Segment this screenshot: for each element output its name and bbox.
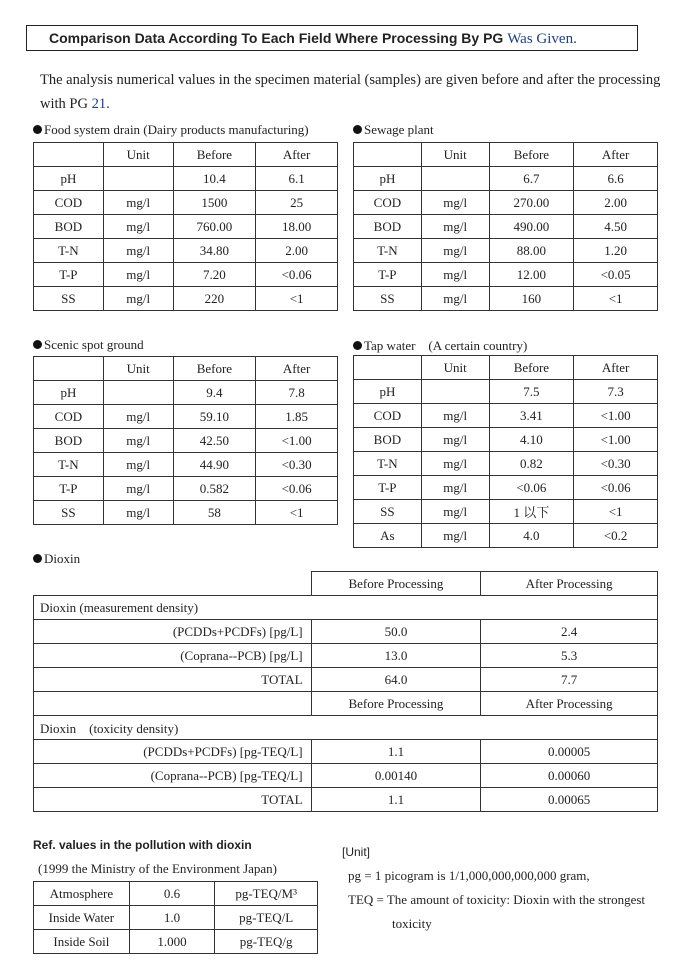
unit-teq-note-cont: toxicity (392, 916, 432, 931)
cell: mg/l (103, 215, 173, 239)
table-row (34, 167, 338, 191)
cell: <0.06 (489, 476, 574, 500)
cell: 18.00 (256, 215, 338, 239)
document-title (26, 25, 638, 51)
cell: TOTAL (34, 668, 312, 692)
heading-text: Sewage plant (364, 122, 434, 137)
table-row (354, 215, 658, 239)
cell: <1 (256, 287, 338, 311)
cell: <0.30 (574, 452, 658, 476)
heading-text: Dioxin (44, 551, 81, 566)
header-cell: Before (489, 143, 574, 167)
cell: mg/l (421, 215, 489, 239)
cell: 1.000 (129, 930, 215, 954)
cell: 34.80 (173, 239, 256, 263)
cell: pH (354, 167, 422, 191)
table-row (34, 930, 318, 954)
cell: 44.90 (173, 453, 256, 477)
table-row (34, 740, 658, 764)
cell: 13.0 (311, 644, 481, 668)
table-row (354, 476, 658, 500)
title-main: Comparison Data According To Each Field Where Processing By PG (49, 30, 504, 46)
unit-notes (342, 840, 687, 936)
intro-text: The analysis numerical values in the specimen material (samples) are given before and after the processing with PG (40, 72, 661, 112)
cell: mg/l (421, 191, 489, 215)
table-header-row (34, 357, 338, 381)
table-row (354, 167, 658, 191)
cell: <1.00 (574, 404, 658, 428)
table-row (354, 500, 658, 524)
cell: 0.00005 (481, 740, 658, 764)
cell: 4.10 (489, 428, 574, 452)
cell: mg/l (421, 476, 489, 500)
cell: T-P (354, 476, 422, 500)
cell: mg/l (103, 429, 173, 453)
table-header-row (34, 143, 338, 167)
section-heading-food-drain (33, 122, 309, 138)
measurement-label: Dioxin (measurement density) (34, 596, 658, 620)
section-heading-dioxin (33, 551, 80, 567)
cell: T-P (354, 263, 422, 287)
header-cell: Before (489, 356, 574, 380)
header-cell: After (256, 143, 338, 167)
cell: mg/l (103, 263, 173, 287)
header-cell: After Processing (481, 572, 658, 596)
cell: Inside Water (34, 906, 130, 930)
table-row (354, 380, 658, 404)
cell: 2.00 (256, 239, 338, 263)
group-label-row (34, 596, 658, 620)
header-cell: After (574, 356, 658, 380)
cell: Inside Soil (34, 930, 130, 954)
cell: 160 (489, 287, 574, 311)
cell: (PCDDs+PCDFs) [pg-TEQ/L] (34, 740, 312, 764)
cell: mg/l (103, 405, 173, 429)
cell: pg-TEQ/M³ (215, 882, 318, 906)
cell: <0.30 (256, 453, 338, 477)
cell: <1.00 (574, 428, 658, 452)
table-row (354, 263, 658, 287)
header-cell: After Processing (481, 692, 658, 716)
cell: 0.6 (129, 882, 215, 906)
cell: pH (34, 381, 104, 405)
unit-pg-note: pg = 1 picogram is 1/1,000,000,000,000 gram, (348, 868, 590, 883)
header-cell: Before (173, 357, 256, 381)
table-food-drain (33, 142, 338, 311)
bullet-icon (33, 554, 42, 563)
table-row (354, 452, 658, 476)
header-cell (34, 357, 104, 381)
cell: <1 (574, 287, 658, 311)
cell: mg/l (103, 191, 173, 215)
table-sewage-plant (353, 142, 658, 311)
cell: 1.20 (574, 239, 658, 263)
cell: 1.85 (256, 405, 338, 429)
header-cell: Before (173, 143, 256, 167)
table-row (34, 239, 338, 263)
cell: 5.3 (481, 644, 658, 668)
table-row (34, 191, 338, 215)
cell: 25 (256, 191, 338, 215)
cell: T-N (354, 452, 422, 476)
cell: 760.00 (173, 215, 256, 239)
bullet-icon (33, 340, 42, 349)
header-cell: Unit (421, 356, 489, 380)
cell: pg-TEQ/g (215, 930, 318, 954)
cell: 2.00 (574, 191, 658, 215)
cell: 3.41 (489, 404, 574, 428)
table-row (354, 404, 658, 428)
table-row (34, 263, 338, 287)
cell (421, 167, 489, 191)
cell: mg/l (421, 500, 489, 524)
cell: 6.1 (256, 167, 338, 191)
table-row (34, 501, 338, 525)
cell: 7.8 (256, 381, 338, 405)
heading-text: Scenic spot ground (44, 337, 144, 352)
cell: 12.00 (489, 263, 574, 287)
cell: <1 (574, 500, 658, 524)
cell: 7.5 (489, 380, 574, 404)
header-cell-empty (34, 572, 312, 596)
header-cell: After (256, 357, 338, 381)
cell: As (354, 524, 422, 548)
cell: <1 (256, 501, 338, 525)
table-row (34, 620, 658, 644)
cell: mg/l (421, 428, 489, 452)
section-heading-scenic-spot (33, 337, 144, 353)
cell: 0.00060 (481, 764, 658, 788)
cell: 6.7 (489, 167, 574, 191)
cell: 1.1 (311, 788, 481, 812)
cell: 7.3 (574, 380, 658, 404)
heading-text: Tap water (A certain country) (364, 338, 528, 353)
cell: SS (34, 501, 104, 525)
header-cell: After (574, 143, 658, 167)
group-label-row (34, 716, 658, 740)
cell: 6.6 (574, 167, 658, 191)
cell: T-N (34, 239, 104, 263)
cell: 59.10 (173, 405, 256, 429)
cell: 4.0 (489, 524, 574, 548)
cell (103, 167, 173, 191)
cell: 0.00140 (311, 764, 481, 788)
table-row (354, 239, 658, 263)
cell: 64.0 (311, 668, 481, 692)
table-row (34, 764, 658, 788)
cell: TOTAL (34, 788, 312, 812)
table-row (34, 668, 658, 692)
cell: SS (34, 287, 104, 311)
cell: (PCDDs+PCDFs) [pg/L] (34, 620, 312, 644)
cell: 1500 (173, 191, 256, 215)
table-row (34, 287, 338, 311)
cell: Atmosphere (34, 882, 130, 906)
table-row (354, 428, 658, 452)
cell: pH (34, 167, 104, 191)
cell: 1.0 (129, 906, 215, 930)
cell: T-N (34, 453, 104, 477)
cell: T-P (34, 477, 104, 501)
cell: 1.1 (311, 740, 481, 764)
cell: 0.82 (489, 452, 574, 476)
cell: (Coprana--PCB) [pg-TEQ/L] (34, 764, 312, 788)
cell: mg/l (103, 501, 173, 525)
table-header-row (34, 692, 658, 716)
cell: <0.2 (574, 524, 658, 548)
cell: 2.4 (481, 620, 658, 644)
cell: <0.06 (574, 476, 658, 500)
cell: mg/l (421, 524, 489, 548)
table-dioxin (33, 571, 658, 812)
bullet-icon (33, 125, 42, 134)
cell: mg/l (103, 477, 173, 501)
cell: mg/l (103, 239, 173, 263)
table-header-row (354, 356, 658, 380)
table-row (34, 453, 338, 477)
table-row (354, 287, 658, 311)
cell: pH (354, 380, 422, 404)
intro-ref: 21. (91, 96, 110, 112)
bullet-icon (353, 125, 362, 134)
title-tail: Was Given. (507, 31, 577, 47)
header-cell: Unit (103, 357, 173, 381)
cell: <0.05 (574, 263, 658, 287)
table-ref-values (33, 881, 318, 954)
cell: T-P (34, 263, 104, 287)
cell: COD (34, 191, 104, 215)
cell: <1.00 (256, 429, 338, 453)
cell: 10.4 (173, 167, 256, 191)
cell: 50.0 (311, 620, 481, 644)
header-cell-empty (34, 692, 312, 716)
cell: pg-TEQ/L (215, 906, 318, 930)
cell: 270.00 (489, 191, 574, 215)
cell: BOD (34, 215, 104, 239)
table-row (34, 215, 338, 239)
header-cell: Unit (103, 143, 173, 167)
cell: BOD (354, 428, 422, 452)
cell: 220 (173, 287, 256, 311)
table-row (34, 429, 338, 453)
table-row (354, 191, 658, 215)
table-tap-water (353, 355, 658, 548)
unit-label: [Unit] (342, 845, 371, 859)
section-heading-sewage (353, 122, 434, 138)
table-row (34, 906, 318, 930)
section-heading-tap-water (353, 335, 527, 354)
table-header-row (354, 143, 658, 167)
cell: BOD (354, 215, 422, 239)
intro-paragraph (40, 68, 680, 116)
cell: (Coprana--PCB) [pg/L] (34, 644, 312, 668)
cell: T-N (354, 239, 422, 263)
toxicity-label: Dioxin (toxicity density) (34, 716, 658, 740)
cell (421, 380, 489, 404)
header-cell: Unit (421, 143, 489, 167)
header-cell: Before Processing (311, 692, 481, 716)
cell: mg/l (103, 287, 173, 311)
cell: mg/l (421, 404, 489, 428)
table-header-row (34, 572, 658, 596)
table-row (354, 524, 658, 548)
cell: SS (354, 287, 422, 311)
cell: 42.50 (173, 429, 256, 453)
cell: 1 以下 (489, 500, 574, 524)
cell: <0.06 (256, 263, 338, 287)
header-cell (354, 143, 422, 167)
cell: COD (354, 191, 422, 215)
ref-title: Ref. values in the pollution with dioxin (33, 838, 252, 852)
cell: COD (34, 405, 104, 429)
table-row (34, 788, 658, 812)
cell: 4.50 (574, 215, 658, 239)
heading-text: Food system drain (Dairy products manufacturing) (44, 122, 309, 137)
cell (103, 381, 173, 405)
header-cell: Before Processing (311, 572, 481, 596)
cell: 7.7 (481, 668, 658, 692)
ref-subtitle: (1999 the Ministry of the Environment Japan) (38, 861, 278, 876)
table-row (34, 381, 338, 405)
unit-teq-note: TEQ = The amount of toxicity: Dioxin with the strongest (348, 892, 646, 907)
table-row (34, 882, 318, 906)
cell: 58 (173, 501, 256, 525)
cell: 88.00 (489, 239, 574, 263)
bullet-icon (353, 341, 362, 350)
cell: 0.582 (173, 477, 256, 501)
cell: COD (354, 404, 422, 428)
cell: mg/l (421, 263, 489, 287)
cell: 0.00065 (481, 788, 658, 812)
cell: SS (354, 500, 422, 524)
table-row (34, 644, 658, 668)
header-cell (34, 143, 104, 167)
table-scenic-spot (33, 356, 338, 525)
cell: 9.4 (173, 381, 256, 405)
table-row (34, 405, 338, 429)
cell: mg/l (103, 453, 173, 477)
cell: BOD (34, 429, 104, 453)
cell: mg/l (421, 239, 489, 263)
table-row (34, 477, 338, 501)
cell: mg/l (421, 452, 489, 476)
header-cell (354, 356, 422, 380)
cell: <0.06 (256, 477, 338, 501)
cell: mg/l (421, 287, 489, 311)
cell: 490.00 (489, 215, 574, 239)
cell: 7.20 (173, 263, 256, 287)
